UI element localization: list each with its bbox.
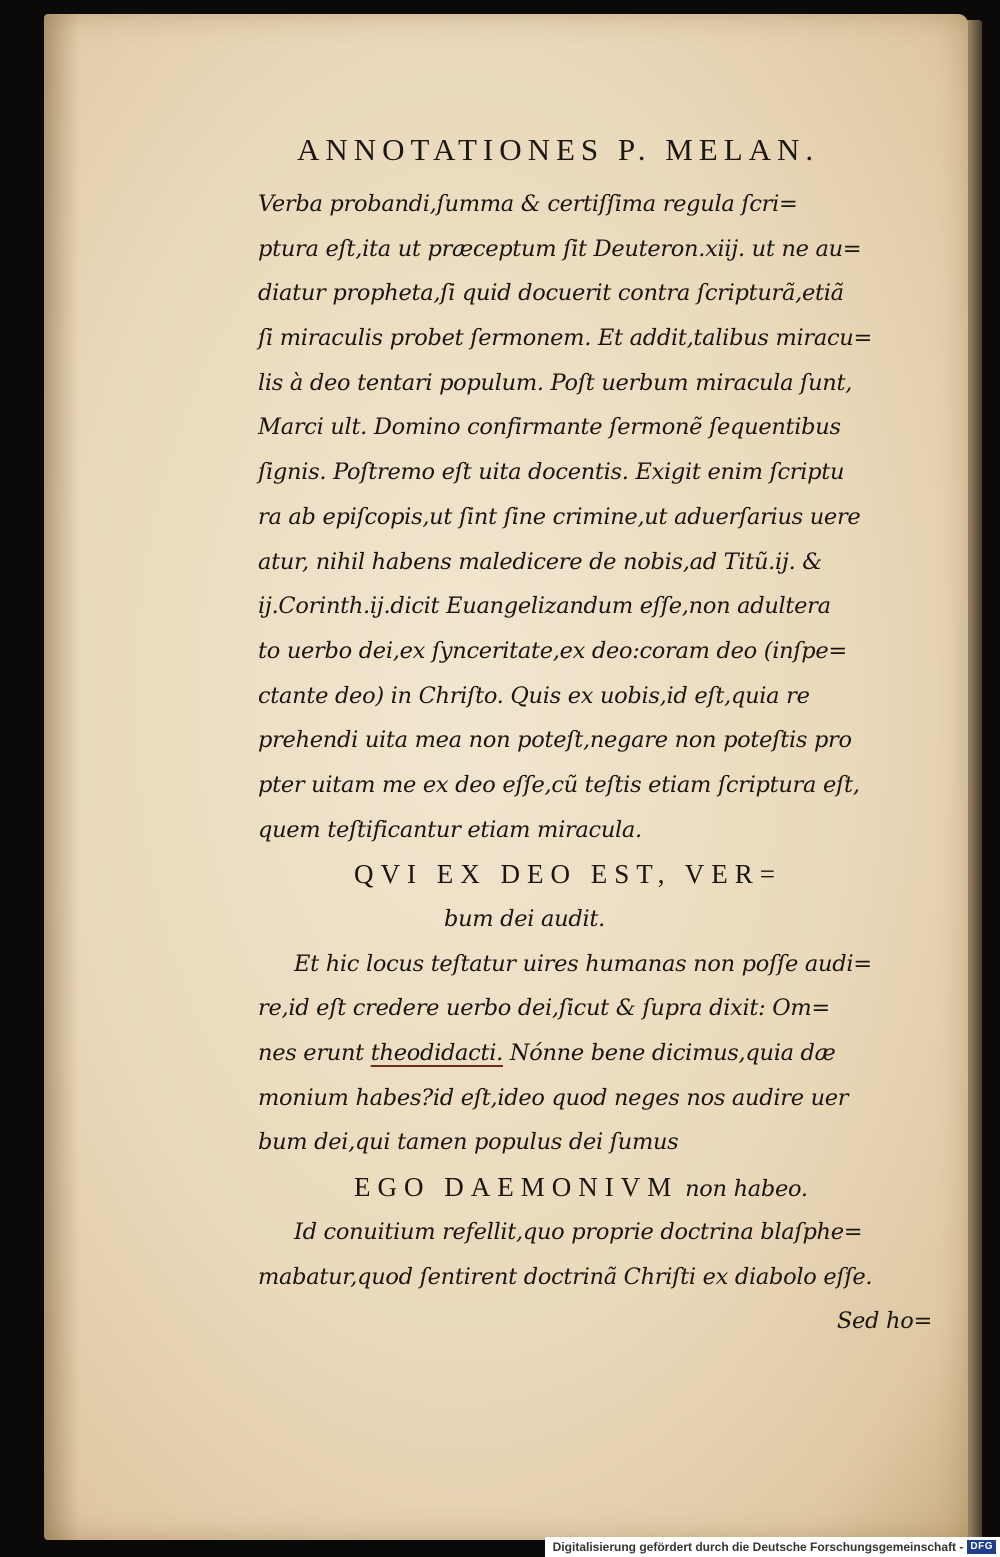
section-heading-caps: EGO DAEMONIVM <box>354 1172 679 1203</box>
section-heading-italic: non habeo. <box>678 1176 808 1203</box>
text-line: ptura eſt,ita ut præceptum ſit Deuteron.xiij. ut ne au= <box>258 235 862 262</box>
digitization-credit <box>545 1537 1000 1557</box>
text-line: quem teſtificantur etiam miracula. <box>258 816 642 843</box>
text-line: prehendi uita mea non poteſt,negare non poteſtis pro <box>258 727 852 754</box>
text-line: Id conuitium refellit,quo proprie doctrina blaſphe= <box>294 1218 863 1245</box>
section-heading: QVI EX DEO EST, VER= <box>354 859 782 890</box>
text-line: ra ab epiſcopis,ut ſint ſine crimine,ut aduerſarius uere <box>258 503 861 530</box>
text-line: diatur propheta,ſi quid docuerit contra ſcripturã,etiã <box>258 280 844 307</box>
section-heading <box>258 1165 938 1210</box>
catchword: Sed ho= <box>836 1308 932 1335</box>
text-line: Verba probandi,ſumma & certiſſima regula ſcri= <box>258 191 798 217</box>
text-line <box>258 1031 938 1076</box>
running-head: ANNOTATIONES P. MELAN. <box>297 132 820 167</box>
text-line: bum dei,qui tamen populus dei ſumus <box>258 1129 679 1156</box>
section-heading-continuation: bum dei audit. <box>444 906 605 932</box>
dfg-logo: DFG <box>967 1540 996 1554</box>
text-line: Marci ult. Domino confirmante ſermonẽ ſequentibus <box>258 414 841 441</box>
underlined-word: theodidacti. <box>370 1040 503 1067</box>
text-line: lis à deo tentari populum. Poſt uerbum miracula ſunt, <box>258 369 853 396</box>
text-line: ij.Corinth.ij.dicit Euangelizandum eſſe,non adultera <box>258 593 831 620</box>
credit-text: Digitalisierung gefördert durch die Deutsche Forschungsgemeinschaft - <box>552 1540 964 1554</box>
text-line: re,id eſt credere uerbo dei,ſicut & ſupra dixit: Om= <box>258 995 830 1022</box>
text-line: atur, nihil habens maledicere de nobis,ad Titũ.ij. & <box>258 548 823 575</box>
text-line: to uerbo dei,ex ſynceritate,ex deo:coram deo (inſpe= <box>258 637 847 664</box>
text-line: pter uitam me ex deo eſſe,cũ teſtis etiam ſcriptura eſt, <box>258 771 860 798</box>
page-text <box>258 182 938 1344</box>
text-line-end: Nónne bene dicimus,quia dæ <box>502 1040 836 1067</box>
text-line: Et hic locus teſtatur uires humanas non poſſe audi= <box>294 950 872 977</box>
text-line: ctante deo) in Chriſto. Quis ex uobis,id eſt,quia re <box>258 682 810 709</box>
text-line: ſi miraculis probet ſermonem. Et addit,talibus miracu= <box>258 325 873 352</box>
text-line-start: nes erunt <box>258 1040 371 1067</box>
text-line: monium habes?id eſt,ideo quod neges nos audire uer <box>258 1084 849 1111</box>
text-line: ſignis. Poſtremo eſt uita docentis. Exigit enim ſcriptu <box>258 459 845 486</box>
text-line: mabatur,quod ſentirent doctrinã Chriſti ex diabolo eſſe. <box>258 1263 873 1290</box>
